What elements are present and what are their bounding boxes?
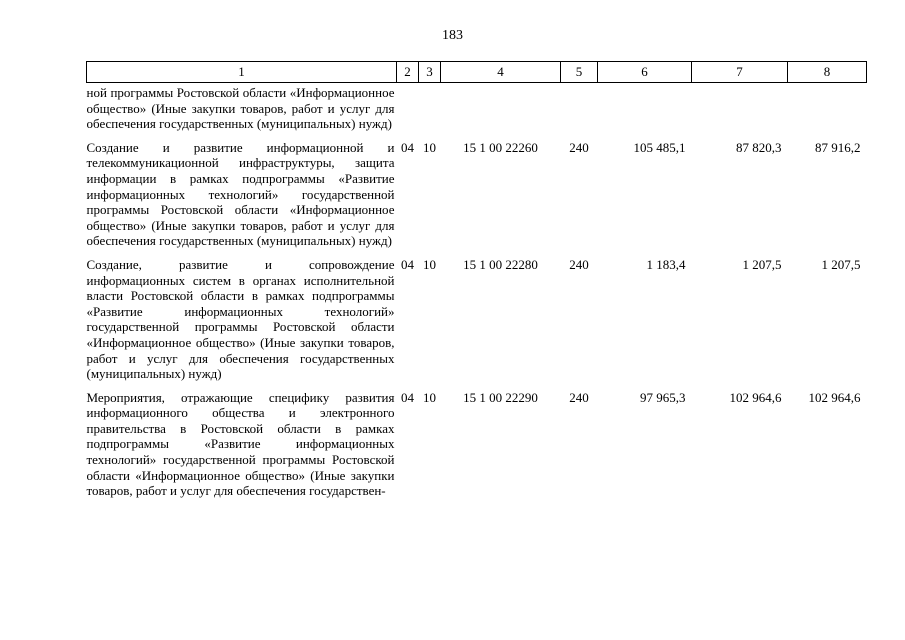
- column-header-1: 1: [87, 62, 397, 83]
- cell-col6: 1 183,4: [646, 256, 686, 272]
- table-row: [87, 83, 867, 140]
- table-row: [87, 390, 867, 507]
- table-row: [87, 257, 867, 390]
- column-header-7: 7: [692, 62, 788, 83]
- column-header-3: 3: [419, 62, 441, 83]
- cell-col2: 04: [401, 389, 414, 405]
- cell-col8: 102 964,6: [808, 389, 861, 405]
- cell-col4: 15 1 00 22260: [463, 139, 538, 155]
- cell-col8: 1 207,5: [821, 256, 861, 272]
- cell-col8: 87 916,2: [815, 139, 861, 155]
- budget-table: [86, 61, 867, 507]
- cell-col7: 1 207,5: [742, 256, 782, 272]
- cell-col7: [692, 83, 788, 140]
- row-description: Мероприятия, отражающие специфику развития информационного общества и электронного правительства в Ростовской области в рамках подпрограммы «Развитие информационных технологий» государственной программы Ростовской области «Информационное общество» (Иные закупки товаров, работ и услуг для обеспечения государствен-: [86, 389, 395, 499]
- row-description: Создание, развитие и сопровождение информационных систем в органах исполнительной власти Ростовской области в рамках подпрограммы «Развитие информационных технологий» государственной программы Ростовской области «Информационное общество» (Иные закупки товаров, работ и услуг для обеспечения государственных (муниципальных) нужд): [86, 256, 395, 382]
- column-header-4: 4: [441, 62, 561, 83]
- cell-col4: 15 1 00 22280: [463, 256, 538, 272]
- cell-col5: 240: [569, 389, 589, 405]
- cell-col6: 97 965,3: [640, 389, 686, 405]
- cell-col4: [441, 83, 561, 140]
- cell-col2: [397, 83, 419, 140]
- cell-col3: 10: [423, 389, 436, 405]
- cell-col5: 240: [569, 256, 589, 272]
- cell-col6: 105 485,1: [633, 139, 686, 155]
- table-row: [87, 140, 867, 257]
- cell-col3: [419, 83, 441, 140]
- column-header-5: 5: [561, 62, 598, 83]
- cell-col5: 240: [569, 139, 589, 155]
- column-header-2: 2: [397, 62, 419, 83]
- cell-col7: 102 964,6: [729, 389, 782, 405]
- cell-col6: [598, 83, 692, 140]
- row-description: Создание и развитие информационной и телекоммуникационной инфраструктуры, защита информации в рамках подпрограммы «Развитие информационных технологий» государственной программы Ростовской области «Информационное общество» (Иные закупки товаров, работ и услуг для обеспечения государственных (муниципальных) нужд): [86, 139, 395, 249]
- cell-col7: 87 820,3: [736, 139, 782, 155]
- cell-col2: 04: [401, 256, 414, 272]
- table-header-row: [87, 62, 867, 83]
- cell-col3: 10: [423, 139, 436, 155]
- cell-col5: [561, 83, 598, 140]
- cell-col2: 04: [401, 139, 414, 155]
- cell-col8: [788, 83, 867, 140]
- column-header-6: 6: [598, 62, 692, 83]
- column-header-8: 8: [788, 62, 867, 83]
- row-description: ной программы Ростовской области «Информационное общество» (Иные закупки товаров, работ и услуг для обеспечения государственных (муниципальных) нужд): [86, 85, 395, 132]
- cell-col3: 10: [423, 256, 436, 272]
- page-number: 183: [442, 28, 463, 43]
- cell-col4: 15 1 00 22290: [463, 389, 538, 405]
